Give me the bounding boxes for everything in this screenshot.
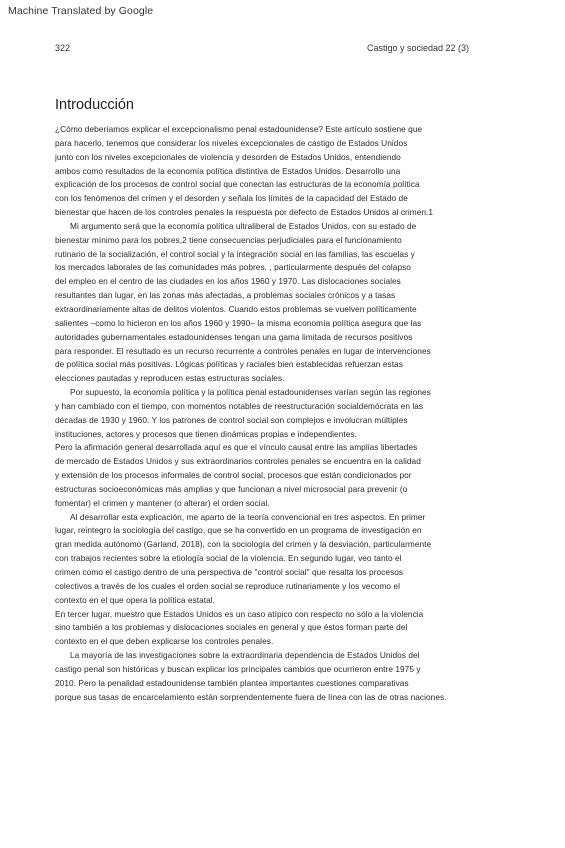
text-line: ¿Cómo deberíamos explicar el excepcionalismo penal estadounidense? Este artículo sostiene que <box>55 124 423 134</box>
text-line: de política social más positivas. Lógicas políticas y raciales bien establecidas refuerzan estas <box>55 359 403 370</box>
text-line: Por supuesto, la economía política y la política penal estadounidenses varían según las regiones <box>70 387 431 398</box>
text-line: rutinario de la socialización, el control social y la integración social en las familias, las escuelas y <box>55 248 415 259</box>
text-line: colectivos a través de los cuales el orden social se reproduce rutinariamente y los vecomo el <box>55 580 400 591</box>
text-line: del empleo en el centro de las ciudades en los años 1960 y 1970. Las dislocaciones sociales <box>55 276 401 287</box>
section-title: Introducción <box>55 97 134 113</box>
text-line: lugar, reintegro la sociología del castigo, que se ha convertido en un programa de investigación en <box>55 525 422 536</box>
text-line: los mercados laborales de las comunidades más pobres. , particularmente después del colapso <box>55 262 411 273</box>
text-line: para responder. El resultado es un recurso recurrente a controles penales en lugar de intervenciones <box>55 345 431 356</box>
text-line: junto con los niveles excepcionales de violencia y desorden de Estados Unidos, entendiendo <box>55 151 401 162</box>
text-line: porque sus tasas de encarcelamiento están sorprendentemente fuera de línea con las de otras naciones. <box>55 691 447 702</box>
text-line: estructuras socioeconómicas más amplias y que funcionan a nivel microsocial para prevenir (o <box>55 483 408 494</box>
body-text <box>55 123 507 704</box>
text-line: gran medida autónomo (Garland, 2018), con la sociología del crimen y la desviación, particularmente <box>55 539 432 550</box>
text-line: décadas de 1930 y 1960. Y los patrones de control social son complejos e involucran múltiples <box>55 414 408 425</box>
text-line: ambos como resultados de la economía política distintiva de Estados Unidos. Desarrollo una <box>55 165 401 176</box>
text-line: explicación de los procesos de control social que conectan las estructuras de la economía política <box>55 179 420 190</box>
text-line: extraordinariamente altas de delitos violentos. Cuando estos problemas se vuelven políticamente <box>55 303 417 314</box>
text-line: 2010. Pero la penalidad estadounidense también plantea importantes cuestiones comparativas <box>55 677 409 688</box>
text-line: bienestar que hacen de los controles penales la respuesta por defecto de Estados Unidos al crimen.1 <box>55 207 434 218</box>
text-line: contexto en el que deben explicarse los controles penales. <box>55 636 274 647</box>
text-line: con los fenómenos del crimen y el desorden y señala los límites de la capacidad del Estado de <box>55 193 408 204</box>
text-line: con trabajos recientes sobre la etiología social de la violencia. En segundo lugar, veo tanto el <box>55 553 402 564</box>
text-line: crimen como el castigo dentro de una perspectiva de "control social" que resalta los procesos <box>55 567 404 577</box>
text-line: y han cambiado con el tiempo, con momentos notables de reestructuración socialdemócrata en las <box>55 400 424 411</box>
text-line: resultantes dan lugar, en las zonas más afectadas, a problemas sociales crónicos y a tasas <box>55 290 396 301</box>
text-line: Mi argumento será que la economía política ultraliberal de Estados Unidos, con su estado de <box>70 220 417 231</box>
text-line: sino también a los problemas y dislocaciones sociales en general y que éstos forman parte del <box>55 622 408 633</box>
text-line: Al desarrollar esta explicación, me aparto de la teoría convencional en tres aspectos. En primer <box>70 511 426 522</box>
text-line: En tercer lugar, muestro que Estados Unidos es un caso atípico con respecto no sólo a la violencia <box>55 608 424 619</box>
text-line: instituciones, actores y procesos que tienen dinámicas propias e independientes. <box>55 428 357 439</box>
text-line: autoridades gubernamentales estadounidenses tengan una gama limitada de recursos positivos <box>55 331 413 342</box>
running-header-title: Castigo y sociedad 22 (3) <box>367 43 470 53</box>
text-line: elecciones pautadas y reproducen estas estructuras sociales. <box>55 373 285 384</box>
text-line: para hacerlo, tenemos que considerar los niveles excepcionales de castigo de Estados Unidos <box>55 137 408 148</box>
text-line: salientes –como lo hicieron en los años 1960 y 1990– la misma economía política asegura que las <box>55 317 422 328</box>
page-number: 322 <box>55 43 71 53</box>
text-line: y extensión de los procesos informales de control social, procesos que están condicionados por <box>55 470 412 481</box>
text-line: bienestar mínimo para los pobres,2 tiene consecuencias perjudiciales para el funcionamiento <box>55 234 402 245</box>
text-line: de mercado de Estados Unidos y sus extraordinarios controles penales se encuentra en la calidad <box>55 456 421 467</box>
text-line: fomentar) el crimen y mantener (o alterar) el orden social. <box>55 497 270 508</box>
text-line: Pero la afirmación general desarrollada aquí es que el vínculo causal entre las amplias libertades <box>55 442 418 453</box>
text-line: La mayoría de las investigaciones sobre la extraordinaria dependencia de Estados Unidos del <box>70 650 420 661</box>
machine-translation-banner: Machine Translated by Google <box>8 5 154 17</box>
text-line: contexto en el que opera la política estatal. <box>55 594 215 605</box>
text-line: castigo penal son históricas y buscan explicar los principales cambios que ocurrieron entre 1975 y <box>55 663 421 674</box>
